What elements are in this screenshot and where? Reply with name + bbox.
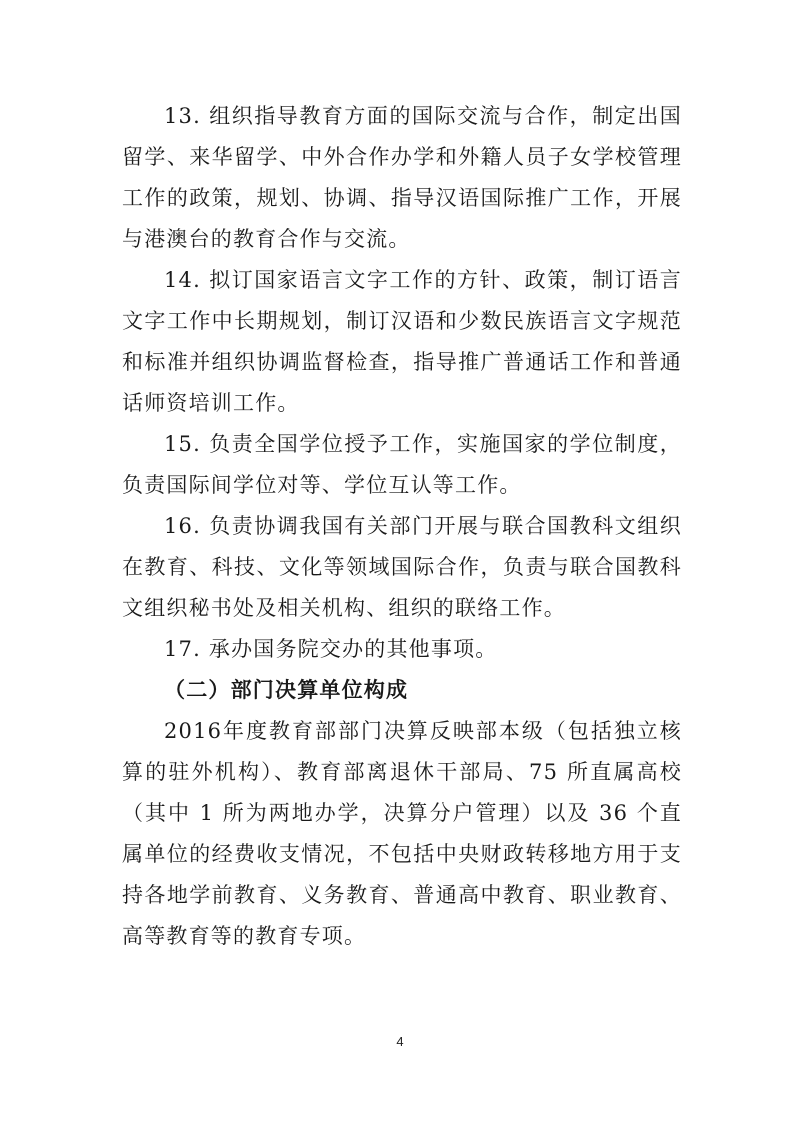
paragraph-item-15: 15. 负责全国学位授予工作，实施国家的学位制度，负责国际间学位对等、学位互认等工作。 [122,432,682,497]
paragraph-item-14: 14. 拟订国家语言文字工作的方针、政策，制订语言文字工作中长期规划，制订汉语和少数民族语言文字规范和标准并组织协调监督检查，指导推广普通话工作和普通话师资培训工作。 [122,268,682,415]
paragraph-item-13: 13. 组织指导教育方面的国际交流与合作，制定出国留学、来华留学、中外合作办学和外籍人员子女学校管理工作的政策，规划、协调、指导汉语国际推广工作，开展与港澳台的教育合作与交流。 [122,104,682,251]
body-paragraph: 2016年度教育部部门决算反映部本级（包括独立核算的驻外机构）、教育部离退休干部局、75 所直属高校（其中 1 所为两地办学，决算分户管理）以及 36 个直属单位的经费收支情况，不包括中央财政转移地方用于支持各地学前教育、义务教育、普通高中教育、职业教育、高等教育等的教育专项。 [122,719,682,948]
paragraph-item-17: 17. 承办国务院交办的其他事项。 [164,637,498,661]
section-heading: （二）部门决算单位构成 [164,678,409,702]
paragraph-item-16: 16. 负责协调我国有关部门开展与联合国教科文组织在教育、科技、文化等领域国际合作，负责与联合国教科文组织秘书处及相关机构、组织的联络工作。 [122,514,682,620]
page-number: 4 [396,1034,404,1049]
document-body [122,96,682,957]
